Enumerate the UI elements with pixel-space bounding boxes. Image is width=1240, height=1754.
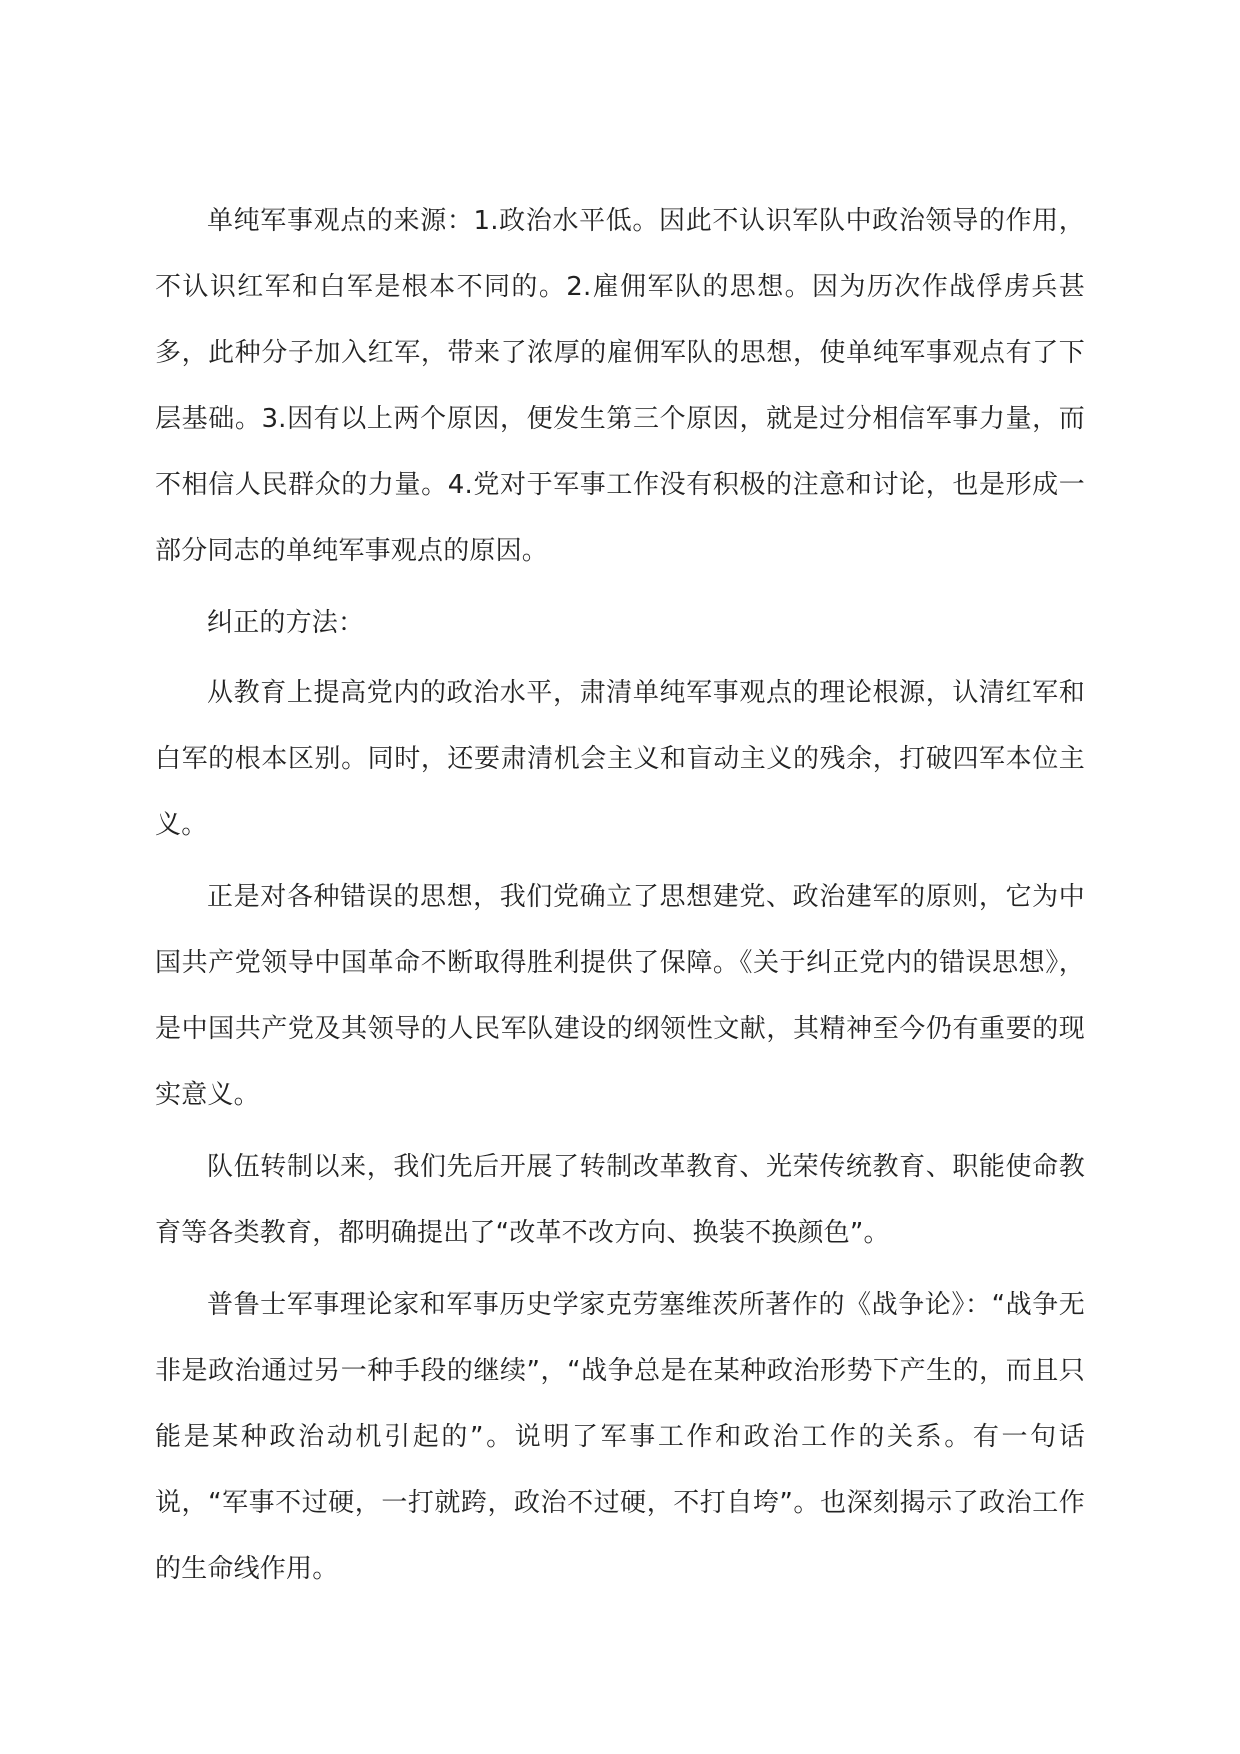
paragraph-on-war-quote: 普鲁士军事理论家和军事历史学家克劳塞维茨所著作的《战争论》：“战争无非是政治通过另一种手段的继续”，“战争总是在某种政治形势下产生的，而且只能是某种政治动机引起的”。说明了军事工作和政治工作的关系。有一句话说，“军事不过硬，一打就跨，政治不过硬，不打自垮”。也深刻揭示了政治工作的生命线作用。 <box>155 1290 1085 1584</box>
paragraph-origins-of-military-viewpoint: 单纯军事观点的来源：1.政治水平低。因此不认识军队中政治领导的作用，不认识红军和白军是根本不同的。2.雇佣军队的思想。因为历次作战俘虏兵甚多，此种分子加入红军，带来了浓厚的雇佣军队的思想，使单纯军事观点有了下层基础。3.因有以上两个原因，便发生第三个原因，就是过分相信军事力量，而不相信人民群众的力量。4.党对于军事工作没有积极的注意和讨论，也是形成一部分同志的单纯军事观点的原因。 <box>155 206 1085 566</box>
paragraph-party-principle: 正是对各种错误的思想，我们党确立了思想建党、政治建军的原则，它为中国共产党领导中国革命不断取得胜利提供了保障。《关于纠正党内的错误思想》，是中国共产党及其领导的人民军队建设的纲领性文献，其精神至今仍有重要的现实意义。 <box>155 882 1085 1110</box>
paragraph-reform-education: 队伍转制以来，我们先后开展了转制改革教育、光荣传统教育、职能使命教育等各类教育，都明确提出了“改革不改方向、换装不换颜色”。 <box>155 1152 1085 1248</box>
paragraph-correction-method: 从教育上提高党内的政治水平，肃清单纯军事观点的理论根源，认清红军和白军的根本区别。同时，还要肃清机会主义和盲动主义的残余，打破四军本位主义。 <box>155 678 1085 840</box>
paragraph-correction-heading: 纠正的方法： <box>207 608 365 638</box>
document-body <box>155 188 1085 1608</box>
